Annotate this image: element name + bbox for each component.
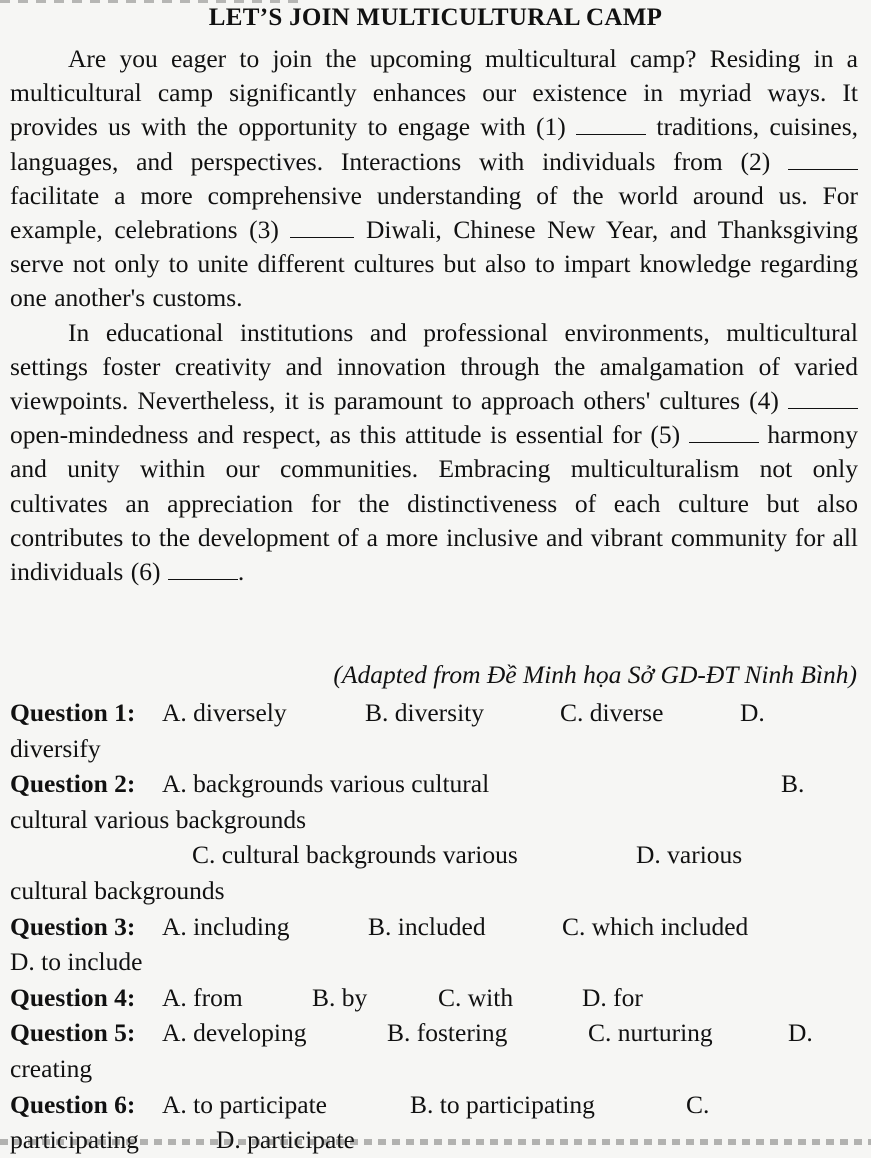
question-2-line-4	[10, 873, 860, 909]
bottom-edge-artifact	[0, 1139, 871, 1145]
p2-text-1: In educational institutions and professional environments, multicultural settings foster creativity and innovation through the amalgamation of varied viewpoints. Nevertheless, it is paramount to approach others' cultures (4)	[10, 317, 858, 416]
question-5-line-2	[10, 1051, 860, 1087]
q2-option-b[interactable]: B.	[781, 769, 805, 799]
q6-option-a[interactable]: A. to participate	[162, 1089, 327, 1119]
q1-option-a[interactable]: A. diversely	[162, 698, 287, 727]
p1-text-1: Are you eager to join the upcoming multicultural camp? Residing in a multicultural camp significantly enhances our existence in myriad ways. It provides us with the opportunity to engage with (1)	[10, 44, 858, 142]
question-4-line-1	[10, 980, 860, 1016]
blank-6	[168, 561, 238, 580]
question-5-label: Question 5:	[10, 1018, 136, 1048]
blank-3	[290, 219, 354, 238]
question-3-label: Question 3:	[10, 911, 136, 941]
p1-text-2: traditions, cuisines, languages, and perspectives. Interactions with individuals from (2)	[10, 112, 858, 176]
top-edge-artifact	[0, 0, 300, 3]
blank-5	[689, 424, 759, 443]
question-4-label: Question 4:	[10, 982, 136, 1012]
question-1-line-2	[10, 731, 860, 767]
q5-option-d-text[interactable]: creating	[10, 1053, 93, 1083]
blank-2	[788, 151, 858, 170]
source-citation: (Adapted from Đề Minh họa Sở GD-ĐT Ninh Bình)	[333, 660, 857, 689]
question-list	[10, 695, 860, 1158]
p1-text-4: Diwali, Chinese New Year, and Thanksgiving serve not only to unite different cultures but also to impart knowledge regarding one another's customs.	[10, 215, 858, 313]
q1-option-d[interactable]: D.	[740, 698, 765, 727]
question-1-line-1	[10, 695, 860, 731]
paragraph-2	[10, 316, 858, 590]
question-3-line-2	[10, 944, 860, 980]
q6-option-d[interactable]: D. participate	[216, 1125, 355, 1155]
question-2-label: Question 2:	[10, 769, 136, 799]
p1-text-3: facilitate a more comprehensive understanding of the world around us. For example, celebrations (3)	[10, 180, 858, 245]
blank-1	[576, 116, 646, 135]
q5-option-d[interactable]: D.	[788, 1018, 813, 1048]
question-5-line-1	[10, 1015, 860, 1051]
p2-text-3: harmony and unity within our communities. Embracing multiculturalism not only cultivates an appreciation for the distinctiveness of each culture but also contributes to the development of a more inclusive and vibrant community for all individuals (6)	[10, 420, 858, 587]
q3-option-b[interactable]: B. included	[368, 911, 486, 941]
q5-option-c[interactable]: C. nurturing	[588, 1018, 713, 1048]
question-1-label: Question 1:	[10, 698, 136, 727]
q6-option-c[interactable]: C.	[686, 1089, 710, 1119]
question-6-line-1	[10, 1087, 860, 1123]
q6-option-b[interactable]: B. to participating	[410, 1089, 595, 1119]
q1-option-c[interactable]: C. diverse	[560, 698, 664, 727]
q2-option-b-text[interactable]: cultural various backgrounds	[10, 804, 307, 834]
question-2-line-3	[10, 837, 860, 873]
paragraph-1	[10, 42, 858, 316]
q4-option-a[interactable]: A. from	[162, 982, 243, 1012]
reading-passage	[10, 42, 858, 589]
question-3-line-1	[10, 909, 860, 945]
q2-option-d[interactable]: D. various	[636, 840, 743, 870]
q3-option-c[interactable]: C. which included	[562, 911, 749, 941]
question-2-line-2	[10, 802, 860, 838]
p2-text-2: open-mindedness and respect, as this attitude is essential for (5)	[10, 420, 689, 450]
q5-option-b[interactable]: B. fostering	[387, 1018, 508, 1048]
question-2-line-1	[10, 766, 860, 802]
p2-text-4: .	[237, 557, 245, 587]
question-6-label: Question 6:	[10, 1089, 136, 1119]
q1-option-b[interactable]: B. diversity	[365, 698, 484, 727]
q4-option-b[interactable]: B. by	[312, 982, 368, 1012]
page-title: LET’S JOIN MULTICULTURAL CAMP	[208, 4, 663, 31]
blank-4	[788, 390, 858, 409]
q1-option-d-text[interactable]: diversify	[10, 733, 101, 763]
q2-option-d-text[interactable]: cultural backgrounds	[10, 875, 225, 905]
q5-option-a[interactable]: A. developing	[162, 1018, 307, 1048]
q4-option-c[interactable]: C. with	[438, 982, 514, 1012]
q3-option-d[interactable]: D. to include	[10, 947, 143, 977]
q3-option-a[interactable]: A. including	[162, 911, 290, 941]
q4-option-d[interactable]: D. for	[582, 982, 643, 1012]
q6-option-c-text[interactable]: participating	[10, 1125, 139, 1155]
q2-option-a[interactable]: A. backgrounds various cultural	[162, 769, 490, 799]
q2-option-c[interactable]: C. cultural backgrounds various	[192, 840, 518, 870]
